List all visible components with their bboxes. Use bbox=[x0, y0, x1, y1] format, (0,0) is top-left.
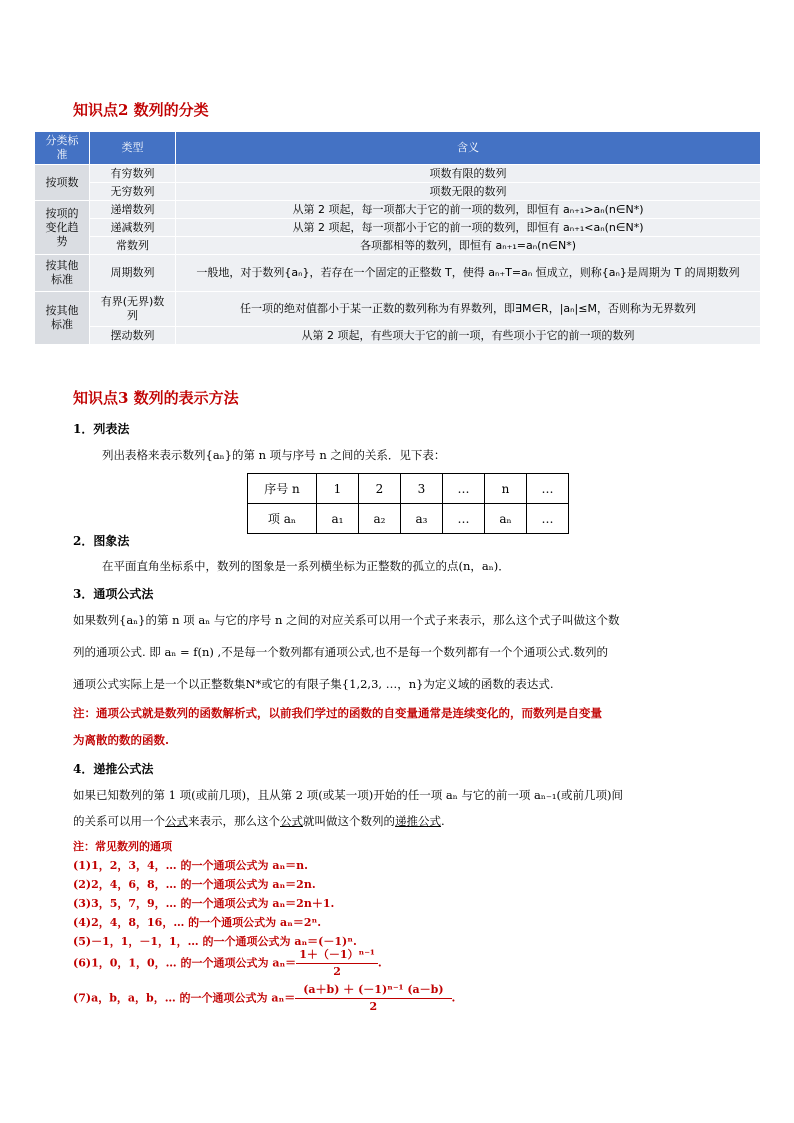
note-line-1: 注：通项公式就是数列的函数解析式，以前我们学过的函数的自变量通常是连续变化的，而数列是自变量 bbox=[73, 706, 602, 720]
meaning-cell: 任一项的绝对值都小于某一正数的数列称为有界数列，即∃M∈R，|aₙ|≤M，否则称为无界数列 bbox=[176, 292, 761, 327]
keyword-recursive-formula: 递推公式 bbox=[395, 814, 441, 828]
section-2-title: 知识点2 数列的分类 bbox=[73, 101, 209, 119]
header-standard: 分类标准 bbox=[35, 132, 90, 165]
category-cell: 按其他标准 bbox=[35, 255, 90, 292]
method-4-line-2 bbox=[73, 812, 445, 830]
method-1-heading: 1．列表法 bbox=[73, 422, 130, 436]
common-term-7: (7)a，b，a，b，… 的一个通项公式为 aₙ＝ $\frac{\text{(a＋b) ＋ (－1)ⁿ⁻¹ (a－b)}}{2}$ . bbox=[73, 983, 456, 1013]
table-row bbox=[248, 504, 569, 534]
fraction-denominator: 2 bbox=[333, 965, 341, 978]
sequence-list-table bbox=[247, 473, 569, 534]
type-cell: 周期数列 bbox=[90, 255, 176, 292]
table-cell: 2 bbox=[359, 474, 401, 504]
term-6-prefix: (6)1，0，1，0，… 的一个通项公式为 aₙ＝ bbox=[73, 956, 297, 970]
meaning-cell: 项数无限的数列 bbox=[176, 183, 761, 201]
type-cell: 递增数列 bbox=[90, 201, 176, 219]
fraction-denominator: 2 bbox=[369, 1000, 378, 1013]
table-cell: n bbox=[485, 474, 527, 504]
meaning-cell: 项数有限的数列 bbox=[176, 165, 761, 183]
common-term-4: (4)2，4，8，16，… 的一个通项公式为 aₙ＝2ⁿ. bbox=[73, 916, 322, 929]
type-cell: 常数列 bbox=[90, 237, 176, 255]
method-3-line-3: 通项公式实际上是一个以正整数集N*或它的有限子集{1,2,3, …，n}为定义域的函数的表达式. bbox=[73, 677, 554, 691]
meaning-cell: 一般地，对于数列{aₙ}，若存在一个固定的正整数 T，使得 aₙ₊T=aₙ 恒成立，则称{aₙ}是周期为 T 的周期数列 bbox=[176, 255, 761, 292]
table-cell: 1 bbox=[317, 474, 359, 504]
term-6-fraction bbox=[296, 947, 378, 980]
text-run: . bbox=[441, 814, 445, 828]
table-cell: a₂ bbox=[359, 504, 401, 534]
header-meaning: 含义 bbox=[176, 132, 761, 165]
note-line-2: 为离散的数的函数. bbox=[73, 733, 170, 747]
category-cell: 按项数 bbox=[35, 165, 90, 201]
table-row bbox=[35, 292, 761, 327]
table-cell: 3 bbox=[401, 474, 443, 504]
table-cell: 序号 n bbox=[248, 474, 317, 504]
table-row bbox=[35, 183, 761, 201]
classification-table bbox=[34, 131, 761, 345]
common-term-2: (2)2，4，6，8，… 的一个通项公式为 aₙ＝2n. bbox=[73, 878, 316, 891]
fraction-numerator: (a＋b) ＋ (－1)ⁿ⁻¹ (a－b) bbox=[295, 982, 451, 999]
category-cell: 按项的变化趋势 bbox=[35, 201, 90, 255]
table-row bbox=[35, 201, 761, 219]
table-cell: … bbox=[443, 504, 485, 534]
table-row bbox=[35, 237, 761, 255]
common-term-3: (3)3，5，7，9，… 的一个通项公式为 aₙ＝2n＋1. bbox=[73, 897, 335, 910]
method-2-heading: 2．图象法 bbox=[73, 534, 130, 548]
table-cell: a₁ bbox=[317, 504, 359, 534]
section-3-title: 知识点3 数列的表示方法 bbox=[73, 389, 239, 407]
type-cell: 无穷数列 bbox=[90, 183, 176, 201]
common-term-5: (5)－1，1，－1，1，… 的一个通项公式为 aₙ＝(－1)ⁿ. bbox=[73, 935, 357, 948]
type-cell: 有穷数列 bbox=[90, 165, 176, 183]
table-row bbox=[248, 474, 569, 504]
text-run: 的关系可以用一个 bbox=[73, 814, 165, 828]
keyword-formula: 公式 bbox=[280, 814, 303, 828]
meaning-cell: 从第 2 项起，有些项大于它的前一项，有些项小于它的前一项的数列 bbox=[176, 327, 761, 345]
category-cell: 按其他标准 bbox=[35, 292, 90, 345]
common-term-1: (1)1，2，3，4，… 的一个通项公式为 aₙ＝n. bbox=[73, 859, 309, 872]
text-run: 来表示，那么这个 bbox=[188, 814, 280, 828]
method-4-heading: 4．递推公式法 bbox=[73, 762, 154, 776]
type-cell: 递减数列 bbox=[90, 219, 176, 237]
table-cell: … bbox=[527, 474, 569, 504]
table-row bbox=[35, 165, 761, 183]
method-3-heading: 3．通项公式法 bbox=[73, 587, 154, 601]
table-cell: a₃ bbox=[401, 504, 443, 534]
table-row bbox=[35, 327, 761, 345]
method-3-line-1: 如果数列{aₙ}的第 n 项 aₙ 与它的序号 n 之间的对应关系可以用一个式子来表示，那么这个式子叫做这个数 bbox=[73, 613, 620, 627]
meaning-cell: 各项都相等的数列，即恒有 aₙ₊₁=aₙ(n∈N*) bbox=[176, 237, 761, 255]
type-cell: 摆动数列 bbox=[90, 327, 176, 345]
table-header-row bbox=[35, 132, 761, 165]
table-row bbox=[35, 255, 761, 292]
table-cell: … bbox=[527, 504, 569, 534]
method-3-line-2: 列的通项公式. 即 aₙ = f(n) ,不是每一个数列都有通项公式,也不是每一个数列都有一个个通项公式.数列的 bbox=[73, 645, 608, 659]
table-row bbox=[35, 219, 761, 237]
type-cell: 有界(无界)数列 bbox=[90, 292, 176, 327]
fraction-numerator: 1＋（－1）ⁿ⁻¹ bbox=[296, 947, 378, 964]
table-cell: … bbox=[443, 474, 485, 504]
meaning-cell: 从第 2 项起，每一项都小于它的前一项的数列，即恒有 aₙ₊₁<aₙ(n∈N*) bbox=[176, 219, 761, 237]
header-type: 类型 bbox=[90, 132, 176, 165]
table-cell: 项 aₙ bbox=[248, 504, 317, 534]
method-4-line-1: 如果已知数列的第 1 项(或前几项)，且从第 2 项(或某一项)开始的任一项 aₙ 与它的前一项 aₙ₋₁(或前几项)间 bbox=[73, 788, 623, 802]
keyword-formula: 公式 bbox=[165, 814, 188, 828]
table-cell: aₙ bbox=[485, 504, 527, 534]
method-1-text: 列出表格来表示数列{aₙ}的第 n 项与序号 n 之间的关系．见下表： bbox=[102, 448, 446, 462]
meaning-cell: 从第 2 项起，每一项都大于它的前一项的数列，即恒有 aₙ₊₁>aₙ(n∈N*) bbox=[176, 201, 761, 219]
common-term-6: (6)1，0，1，0，… 的一个通项公式为 aₙ＝ $\frac{\text{1＋（－1）ⁿ⁻¹}}{2}$ . bbox=[73, 948, 382, 978]
common-terms-heading: 注：常见数列的通项 bbox=[73, 840, 172, 853]
text-run: 就叫做这个数列的 bbox=[303, 814, 395, 828]
method-2-text: 在平面直角坐标系中，数列的图象是一系列横坐标为正整数的孤立的点(n，aₙ)． bbox=[102, 559, 510, 573]
term-7-prefix: (7)a，b，a，b，… 的一个通项公式为 aₙ＝ bbox=[73, 991, 296, 1005]
term-7-fraction bbox=[295, 982, 451, 1015]
